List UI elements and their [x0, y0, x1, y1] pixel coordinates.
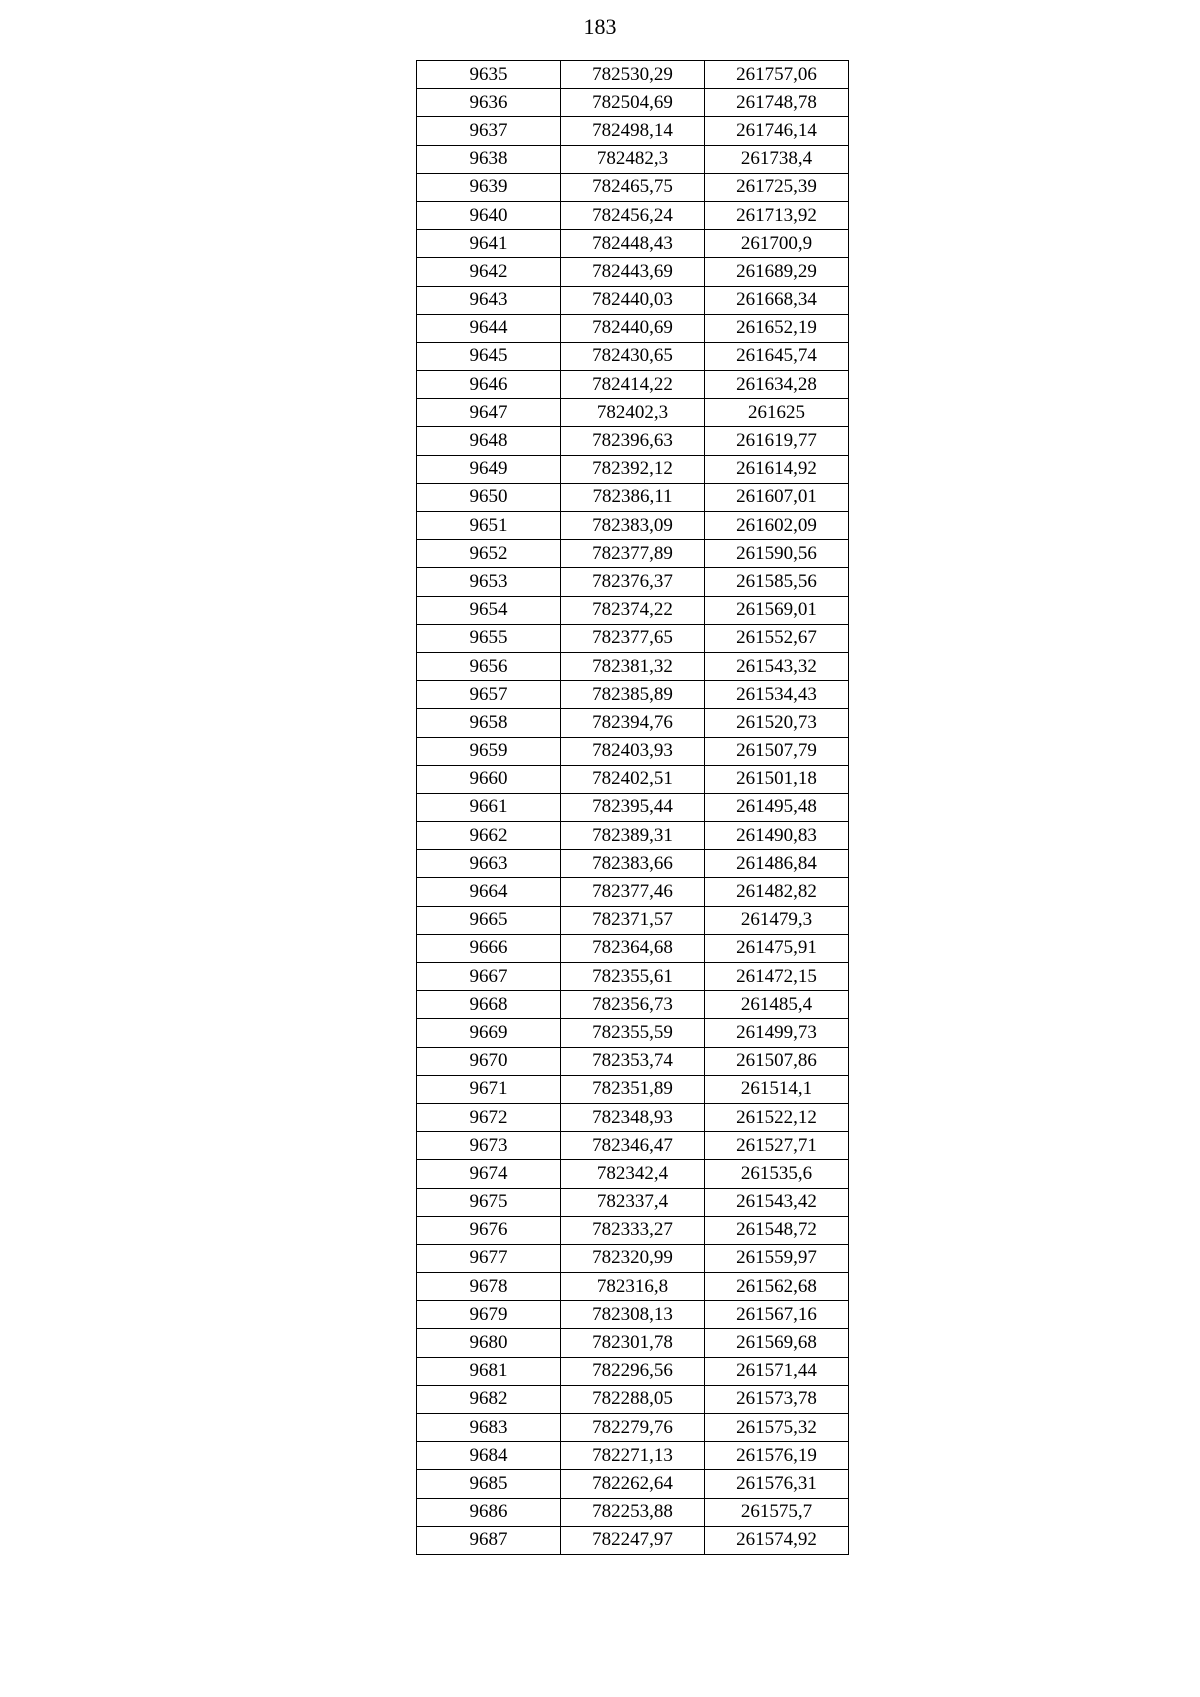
y-coordinate-cell: 261625	[705, 399, 849, 427]
point-number-cell: 9641	[417, 230, 561, 258]
x-coordinate-cell: 782346,47	[561, 1132, 705, 1160]
y-coordinate-cell: 261534,43	[705, 681, 849, 709]
x-coordinate-cell: 782353,74	[561, 1047, 705, 1075]
y-coordinate-cell: 261495,48	[705, 793, 849, 821]
x-coordinate-cell: 782403,93	[561, 737, 705, 765]
table-row	[417, 201, 849, 229]
point-number-cell: 9662	[417, 822, 561, 850]
x-coordinate-cell: 782247,97	[561, 1526, 705, 1554]
y-coordinate-cell: 261479,3	[705, 906, 849, 934]
table-row	[417, 793, 849, 821]
table-row	[417, 399, 849, 427]
table-row	[417, 145, 849, 173]
x-coordinate-cell: 782377,46	[561, 878, 705, 906]
point-number-cell: 9655	[417, 624, 561, 652]
y-coordinate-cell: 261485,4	[705, 991, 849, 1019]
x-coordinate-cell: 782374,22	[561, 596, 705, 624]
point-number-cell: 9643	[417, 286, 561, 314]
table-row	[417, 934, 849, 962]
y-coordinate-cell: 261482,82	[705, 878, 849, 906]
y-coordinate-cell: 261607,01	[705, 483, 849, 511]
y-coordinate-cell: 261668,34	[705, 286, 849, 314]
table-row	[417, 512, 849, 540]
x-coordinate-cell: 782279,76	[561, 1414, 705, 1442]
point-number-cell: 9646	[417, 371, 561, 399]
y-coordinate-cell: 261619,77	[705, 427, 849, 455]
x-coordinate-cell: 782253,88	[561, 1498, 705, 1526]
x-coordinate-cell: 782355,59	[561, 1019, 705, 1047]
point-number-cell: 9674	[417, 1160, 561, 1188]
x-coordinate-cell: 782371,57	[561, 906, 705, 934]
x-coordinate-cell: 782402,3	[561, 399, 705, 427]
table-row	[417, 681, 849, 709]
point-number-cell: 9677	[417, 1244, 561, 1272]
x-coordinate-cell: 782364,68	[561, 934, 705, 962]
y-coordinate-cell: 261543,42	[705, 1188, 849, 1216]
y-coordinate-cell: 261472,15	[705, 963, 849, 991]
point-number-cell: 9664	[417, 878, 561, 906]
point-number-cell: 9660	[417, 765, 561, 793]
table-row	[417, 230, 849, 258]
y-coordinate-cell: 261571,44	[705, 1357, 849, 1385]
point-number-cell: 9654	[417, 596, 561, 624]
y-coordinate-cell: 261548,72	[705, 1216, 849, 1244]
x-coordinate-cell: 782320,99	[561, 1244, 705, 1272]
coordinates-table	[416, 60, 849, 1555]
y-coordinate-cell: 261486,84	[705, 850, 849, 878]
x-coordinate-cell: 782396,63	[561, 427, 705, 455]
table-row	[417, 568, 849, 596]
point-number-cell: 9661	[417, 793, 561, 821]
y-coordinate-cell: 261576,31	[705, 1470, 849, 1498]
x-coordinate-cell: 782392,12	[561, 455, 705, 483]
x-coordinate-cell: 782402,51	[561, 765, 705, 793]
table-row	[417, 1132, 849, 1160]
table-row	[417, 1498, 849, 1526]
point-number-cell: 9681	[417, 1357, 561, 1385]
point-number-cell: 9636	[417, 89, 561, 117]
point-number-cell: 9644	[417, 314, 561, 342]
point-number-cell: 9686	[417, 1498, 561, 1526]
point-number-cell: 9651	[417, 512, 561, 540]
y-coordinate-cell: 261746,14	[705, 117, 849, 145]
y-coordinate-cell: 261535,6	[705, 1160, 849, 1188]
table-row	[417, 1103, 849, 1131]
point-number-cell: 9656	[417, 652, 561, 680]
table-row	[417, 1047, 849, 1075]
table-row	[417, 371, 849, 399]
x-coordinate-cell: 782389,31	[561, 822, 705, 850]
table-row	[417, 483, 849, 511]
point-number-cell: 9683	[417, 1414, 561, 1442]
x-coordinate-cell: 782504,69	[561, 89, 705, 117]
table-row	[417, 822, 849, 850]
y-coordinate-cell: 261507,86	[705, 1047, 849, 1075]
y-coordinate-cell: 261501,18	[705, 765, 849, 793]
x-coordinate-cell: 782351,89	[561, 1075, 705, 1103]
table-row	[417, 991, 849, 1019]
table-row	[417, 1357, 849, 1385]
table-row	[417, 765, 849, 793]
x-coordinate-cell: 782376,37	[561, 568, 705, 596]
y-coordinate-cell: 261602,09	[705, 512, 849, 540]
point-number-cell: 9673	[417, 1132, 561, 1160]
table-row	[417, 89, 849, 117]
x-coordinate-cell: 782288,05	[561, 1385, 705, 1413]
y-coordinate-cell: 261738,4	[705, 145, 849, 173]
y-coordinate-cell: 261713,92	[705, 201, 849, 229]
x-coordinate-cell: 782395,44	[561, 793, 705, 821]
point-number-cell: 9640	[417, 201, 561, 229]
table-row	[417, 963, 849, 991]
point-number-cell: 9675	[417, 1188, 561, 1216]
y-coordinate-cell: 261562,68	[705, 1273, 849, 1301]
table-row	[417, 540, 849, 568]
point-number-cell: 9687	[417, 1526, 561, 1554]
page-number: 183	[583, 14, 617, 39]
x-coordinate-cell: 782271,13	[561, 1442, 705, 1470]
point-number-cell: 9679	[417, 1301, 561, 1329]
table-row	[417, 624, 849, 652]
table-row	[417, 596, 849, 624]
x-coordinate-cell: 782383,66	[561, 850, 705, 878]
x-coordinate-cell: 782381,32	[561, 652, 705, 680]
table-row	[417, 258, 849, 286]
point-number-cell: 9665	[417, 906, 561, 934]
y-coordinate-cell: 261552,67	[705, 624, 849, 652]
y-coordinate-cell: 261520,73	[705, 709, 849, 737]
y-coordinate-cell: 261569,01	[705, 596, 849, 624]
x-coordinate-cell: 782414,22	[561, 371, 705, 399]
y-coordinate-cell: 261543,32	[705, 652, 849, 680]
table-row	[417, 1075, 849, 1103]
point-number-cell: 9647	[417, 399, 561, 427]
table-row	[417, 652, 849, 680]
point-number-cell: 9670	[417, 1047, 561, 1075]
point-number-cell: 9639	[417, 173, 561, 201]
y-coordinate-cell: 261575,7	[705, 1498, 849, 1526]
table-row	[417, 1188, 849, 1216]
x-coordinate-cell: 782456,24	[561, 201, 705, 229]
table-row	[417, 314, 849, 342]
table-row	[417, 1526, 849, 1554]
point-number-cell: 9637	[417, 117, 561, 145]
x-coordinate-cell: 782465,75	[561, 173, 705, 201]
x-coordinate-cell: 782530,29	[561, 61, 705, 89]
y-coordinate-cell: 261573,78	[705, 1385, 849, 1413]
y-coordinate-cell: 261522,12	[705, 1103, 849, 1131]
y-coordinate-cell: 261569,68	[705, 1329, 849, 1357]
point-number-cell: 9680	[417, 1329, 561, 1357]
point-number-cell: 9645	[417, 342, 561, 370]
table-row	[417, 1414, 849, 1442]
table-row	[417, 427, 849, 455]
y-coordinate-cell: 261757,06	[705, 61, 849, 89]
table-row	[417, 1385, 849, 1413]
y-coordinate-cell: 261748,78	[705, 89, 849, 117]
point-number-cell: 9649	[417, 455, 561, 483]
point-number-cell: 9658	[417, 709, 561, 737]
y-coordinate-cell: 261527,71	[705, 1132, 849, 1160]
x-coordinate-cell: 782342,4	[561, 1160, 705, 1188]
point-number-cell: 9678	[417, 1273, 561, 1301]
y-coordinate-cell: 261514,1	[705, 1075, 849, 1103]
point-number-cell: 9650	[417, 483, 561, 511]
point-number-cell: 9672	[417, 1103, 561, 1131]
point-number-cell: 9684	[417, 1442, 561, 1470]
point-number-cell: 9652	[417, 540, 561, 568]
x-coordinate-cell: 782301,78	[561, 1329, 705, 1357]
y-coordinate-cell: 261567,16	[705, 1301, 849, 1329]
x-coordinate-cell: 782482,3	[561, 145, 705, 173]
y-coordinate-cell: 261652,19	[705, 314, 849, 342]
x-coordinate-cell: 782356,73	[561, 991, 705, 1019]
x-coordinate-cell: 782333,27	[561, 1216, 705, 1244]
table-row	[417, 1470, 849, 1498]
point-number-cell: 9668	[417, 991, 561, 1019]
x-coordinate-cell: 782337,4	[561, 1188, 705, 1216]
point-number-cell: 9638	[417, 145, 561, 173]
point-number-cell: 9667	[417, 963, 561, 991]
x-coordinate-cell: 782355,61	[561, 963, 705, 991]
point-number-cell: 9685	[417, 1470, 561, 1498]
point-number-cell: 9648	[417, 427, 561, 455]
x-coordinate-cell: 782430,65	[561, 342, 705, 370]
point-number-cell: 9666	[417, 934, 561, 962]
table-row	[417, 709, 849, 737]
table-row	[417, 1244, 849, 1272]
table-row	[417, 1160, 849, 1188]
table-row	[417, 737, 849, 765]
y-coordinate-cell: 261590,56	[705, 540, 849, 568]
x-coordinate-cell: 782377,89	[561, 540, 705, 568]
x-coordinate-cell: 782262,64	[561, 1470, 705, 1498]
y-coordinate-cell: 261614,92	[705, 455, 849, 483]
table-row	[417, 1442, 849, 1470]
table-row	[417, 906, 849, 934]
point-number-cell: 9635	[417, 61, 561, 89]
y-coordinate-cell: 261490,83	[705, 822, 849, 850]
y-coordinate-cell: 261700,9	[705, 230, 849, 258]
point-number-cell: 9642	[417, 258, 561, 286]
x-coordinate-cell: 782443,69	[561, 258, 705, 286]
table-row	[417, 455, 849, 483]
x-coordinate-cell: 782385,89	[561, 681, 705, 709]
table-row	[417, 286, 849, 314]
table-row	[417, 173, 849, 201]
point-number-cell: 9653	[417, 568, 561, 596]
y-coordinate-cell: 261576,19	[705, 1442, 849, 1470]
x-coordinate-cell: 782448,43	[561, 230, 705, 258]
x-coordinate-cell: 782440,69	[561, 314, 705, 342]
x-coordinate-cell: 782377,65	[561, 624, 705, 652]
point-number-cell: 9659	[417, 737, 561, 765]
y-coordinate-cell: 261507,79	[705, 737, 849, 765]
y-coordinate-cell: 261645,74	[705, 342, 849, 370]
x-coordinate-cell: 782296,56	[561, 1357, 705, 1385]
x-coordinate-cell: 782348,93	[561, 1103, 705, 1131]
table-row	[417, 1301, 849, 1329]
y-coordinate-cell: 261559,97	[705, 1244, 849, 1272]
x-coordinate-cell: 782394,76	[561, 709, 705, 737]
table-row	[417, 1019, 849, 1047]
point-number-cell: 9671	[417, 1075, 561, 1103]
point-number-cell: 9669	[417, 1019, 561, 1047]
y-coordinate-cell: 261575,32	[705, 1414, 849, 1442]
y-coordinate-cell: 261499,73	[705, 1019, 849, 1047]
x-coordinate-cell: 782383,09	[561, 512, 705, 540]
point-number-cell: 9682	[417, 1385, 561, 1413]
table-row	[417, 850, 849, 878]
y-coordinate-cell: 261689,29	[705, 258, 849, 286]
y-coordinate-cell: 261585,56	[705, 568, 849, 596]
x-coordinate-cell: 782498,14	[561, 117, 705, 145]
table-row	[417, 1216, 849, 1244]
table-row	[417, 342, 849, 370]
x-coordinate-cell: 782440,03	[561, 286, 705, 314]
y-coordinate-cell: 261574,92	[705, 1526, 849, 1554]
y-coordinate-cell: 261725,39	[705, 173, 849, 201]
table-row	[417, 117, 849, 145]
y-coordinate-cell: 261634,28	[705, 371, 849, 399]
x-coordinate-cell: 782316,8	[561, 1273, 705, 1301]
table-row	[417, 61, 849, 89]
x-coordinate-cell: 782386,11	[561, 483, 705, 511]
x-coordinate-cell: 782308,13	[561, 1301, 705, 1329]
table-body	[417, 61, 849, 1555]
table-row	[417, 1273, 849, 1301]
table-row	[417, 1329, 849, 1357]
point-number-cell: 9663	[417, 850, 561, 878]
point-number-cell: 9676	[417, 1216, 561, 1244]
table-row	[417, 878, 849, 906]
point-number-cell: 9657	[417, 681, 561, 709]
y-coordinate-cell: 261475,91	[705, 934, 849, 962]
